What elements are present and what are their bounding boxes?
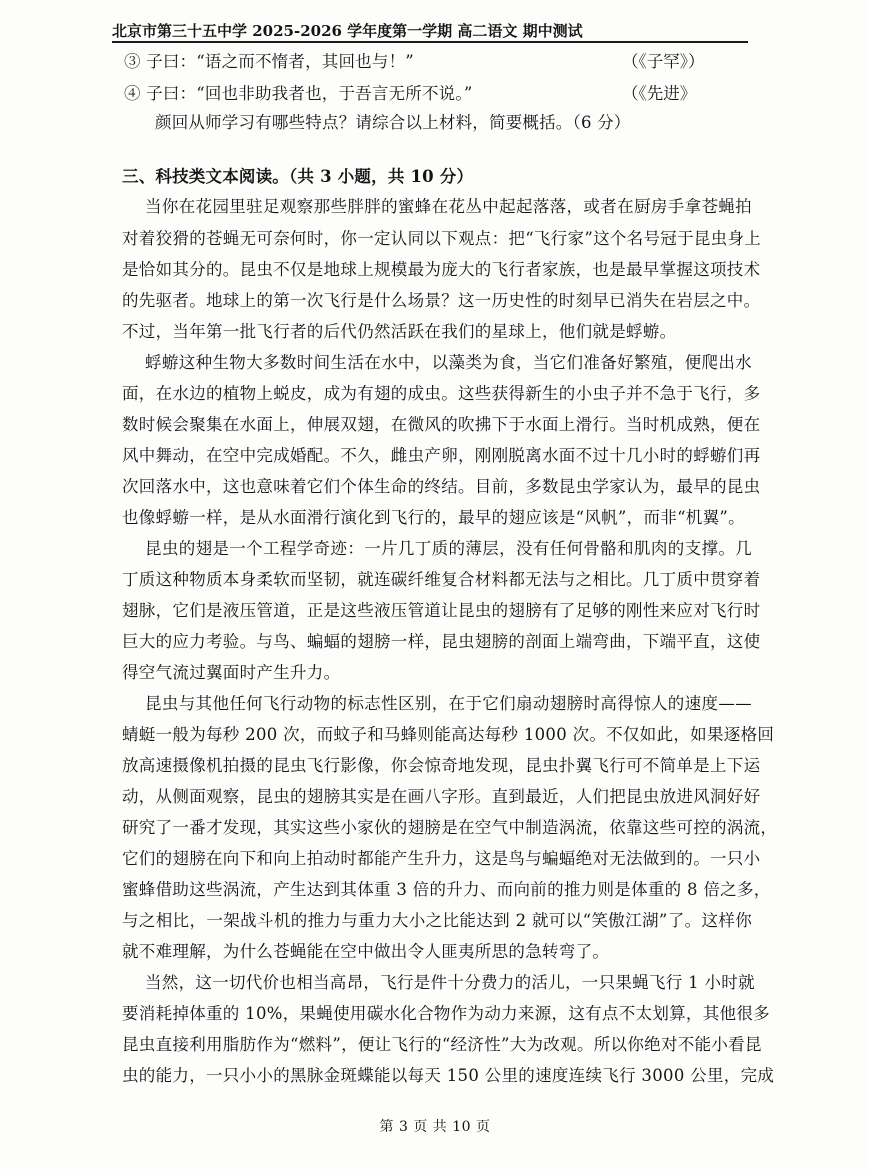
paragraph-line: 的先驱者。地球上的第一次飞行是什么场景？这一历史性的时刻早已消失在岩层之中。: [122, 291, 761, 310]
page-number: 第 3 页 共 10 页: [379, 1119, 491, 1135]
quote-4-source: （《先进》: [622, 84, 697, 103]
header-divider: [112, 41, 748, 43]
quote-4: ④ 子曰：“回也非助我者也，于吾言无所不说。”: [124, 84, 473, 103]
paragraph-line: 蜻蜓一般为每秒 200 次，而蚊子和马蜂则能高达每秒 1000 次。不仅如此，如果逐格回: [122, 725, 775, 744]
paragraph-line: 昆虫与其他任何飞行动物的标志性区别，在于它们扇动翅膀时高得惊人的速度——: [145, 694, 752, 713]
paragraph-line: 当然，这一切代价也相当高昂，飞行是件十分费力的活儿，一只果蝇飞行 1 小时就: [145, 973, 755, 992]
quote-3: ③ 子曰：“语之而不惰者，其回也与！”: [124, 52, 414, 71]
quote-3-source: （《子罕》）: [622, 52, 705, 71]
paragraph-line: 昆虫的翅是一个工程学奇迹：一片几丁质的薄层，没有任何骨骼和肌肉的支撑。几: [145, 539, 752, 558]
paragraph-line: 翅脉，它们是液压管道，正是这些液压管道让昆虫的翅膀有了足够的刚性来应对飞行时: [122, 601, 761, 620]
paragraph-line: 数时候会聚集在水面上，伸展双翅，在微风的吹拂下于水面上滑行。当时机成熟，便在: [122, 415, 761, 434]
paragraph-line: 丁质这种物质本身柔软而坚韧，就连碳纤维复合材料都无法与之相比。几丁质中贯穿着: [122, 570, 761, 589]
paragraph-line: 巨大的应力考验。与鸟、蝙蝠的翅膀一样，昆虫翅膀的剖面上端弯曲，下端平直，这使: [122, 632, 761, 651]
paragraph-line: 对着狡猾的苍蝇无可奈何时，你一定认同以下观点：把“飞行家”这个名号冠于昆虫身上: [122, 229, 762, 248]
paragraph-line: 放高速摄像机拍摄的昆虫飞行影像，你会惊奇地发现，昆虫扑翼飞行可不简单是上下运: [122, 756, 761, 775]
paragraph-line: 蜉蝣这种生物大多数时间生活在水中，以藻类为食，当它们准备好繁殖，便爬出水: [145, 353, 752, 372]
paragraph-line: 风中舞动，在空中完成婚配。不久，雌虫产卵，刚刚脱离水面不过十几小时的蜉蝣们再: [122, 446, 761, 465]
page-header: 北京市第三十五中学 2025-2026 学年度第一学期 高二语文 期中测试: [112, 22, 583, 40]
paragraph-line: 虫的能力，一只小小的黑脉金斑蝶能以每天 150 公里的速度连续飞行 3000 公里，完成: [122, 1066, 775, 1085]
paragraph-line: 就不难理解，为什么苍蝇能在空中做出令人匪夷所思的急转弯了。: [122, 942, 610, 961]
paragraph-line: 当你在花园里驻足观察那些胖胖的蜜蜂在花丛中起起落落，或者在厨房手拿苍蝇拍: [145, 197, 752, 216]
question-prompt: 颜回从师学习有哪些特点？请综合以上材料，简要概括。（6 分）: [155, 113, 631, 132]
paragraph-line: 它们的翅膀在向下和向上拍动时都能产生升力，这是鸟与蝙蝠绝对无法做到的。一只小: [122, 849, 761, 868]
paragraph-line: 研究了一番才发现，其实这些小家伙的翅膀是在空气中制造涡流，依靠这些可控的涡流，: [122, 818, 778, 837]
paragraph-line: 与之相比，一架战斗机的推力与重力大小之比能达到 2 就可以“笑傲江湖”了。这样你: [122, 911, 752, 930]
paragraph-line: 得空气流过翼面时产生升力。: [122, 663, 341, 682]
paragraph-line: 次回落水中，这也意味着它们个体生命的终结。目前，多数昆虫学家认为，最早的昆虫: [122, 477, 761, 496]
paragraph-line: 动，从侧面观察，昆虫的翅膀其实是在画八字形。直到最近，人们把昆虫放进风洞好好: [122, 787, 761, 806]
section-title: 三、科技类文本阅读。（共 3 小题，共 10 分）: [122, 167, 474, 186]
paragraph-line: 不过，当年第一批飞行者的后代仍然活跃在我们的星球上，他们就是蜉蝣。: [122, 322, 677, 341]
paragraph-line: 也像蜉蝣一样，是从水面滑行演化到飞行的，最早的翅应该是“风帆”，而非“机翼”。: [122, 508, 745, 527]
paragraph-line: 面，在水边的植物上蜕皮，成为有翅的成虫。这些获得新生的小虫子并不急于飞行，多: [122, 384, 761, 403]
paragraph-line: 蜜蜂借助这些涡流，产生达到其体重 3 倍的升力、而向前的推力则是体重的 8 倍之多，: [122, 880, 771, 899]
paragraph-line: 要消耗掉体重的 10%，果蝇使用碳水化合物作为动力来源，这有点不太划算，其他很多: [122, 1004, 770, 1023]
paragraph-line: 是恰如其分的。昆虫不仅是地球上规模最为庞大的飞行者家族，也是最早掌握这项技术: [122, 260, 761, 279]
paragraph-line: 昆虫直接利用脂肪作为“燃料”，便让飞行的“经济性”大为改观。所以你绝对不能小看昆: [122, 1035, 762, 1054]
